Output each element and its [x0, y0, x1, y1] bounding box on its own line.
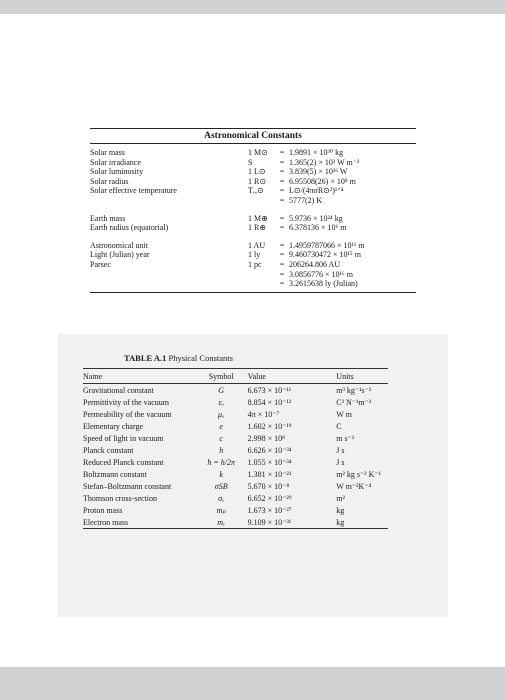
- header-units: Units: [330, 369, 388, 384]
- equals-sign: =: [279, 176, 285, 186]
- cell-name: Boltzmann constant: [83, 469, 147, 479]
- physical-constants-table: [83, 368, 388, 529]
- constant-value: 6.378136 × 10⁶ m: [289, 223, 347, 233]
- cell-symbol: μₒ: [218, 409, 225, 419]
- constant-value: 5.9736 × 10²⁴ kg: [289, 213, 343, 223]
- cell-name: Electron mass: [83, 516, 205, 529]
- table-row: [83, 516, 388, 529]
- table-row: [83, 396, 388, 408]
- constant-row: [90, 196, 416, 206]
- constant-group: [90, 214, 416, 233]
- table-header-row: [83, 369, 388, 384]
- constant-value: 206264.806 AU: [289, 259, 341, 269]
- cell-symbol: σₑ: [218, 493, 225, 503]
- cell-value: 8.854 × 10⁻¹²: [247, 397, 292, 407]
- cell-units: J s: [336, 457, 345, 467]
- equals-sign: =: [279, 186, 285, 196]
- cell-name: Permeability of the vacuum: [83, 409, 172, 419]
- table-row: [83, 480, 388, 492]
- header-symbol: Symbol: [205, 369, 238, 384]
- equals-sign: =: [279, 250, 285, 260]
- cell-name: Thomson cross-section: [83, 493, 157, 503]
- constant-row: [90, 223, 416, 233]
- equals-sign: =: [279, 240, 285, 250]
- constant-row: [90, 250, 416, 260]
- cell-units: m² kg s⁻² K⁻¹: [336, 469, 382, 479]
- constant-name: Solar radius: [90, 176, 129, 186]
- cell-name: Speed of light in vacuum: [83, 433, 164, 443]
- cell-name: Planck constant: [83, 445, 134, 455]
- astronomical-constants-table: [90, 128, 416, 293]
- constant-name: [90, 279, 248, 289]
- cell-units: C: [336, 421, 342, 431]
- equals-sign: =: [279, 157, 285, 167]
- cell-name: Reduced Planck constant: [83, 457, 164, 467]
- cell-units: kg: [336, 505, 345, 515]
- table-row: [83, 468, 388, 480]
- constant-name: Solar effective temperature: [90, 186, 177, 196]
- cell-value: 6.626 × 10⁻³⁴: [247, 445, 292, 455]
- constant-value: L⊙/(4πσR⊙²)¹ᐟ⁴: [289, 186, 344, 196]
- constant-symbol: 1 pc: [248, 259, 262, 269]
- constant-symbol: Tₑ,⊙: [248, 186, 264, 196]
- table-row: [83, 444, 388, 456]
- constant-value: 1.9891 × 10³⁰ kg: [289, 148, 344, 157]
- constant-symbol: 1 R⊕: [248, 223, 267, 233]
- constant-name: Solar mass: [90, 148, 125, 157]
- cell-name: Stefan–Boltzmann constant: [83, 481, 172, 491]
- constant-symbol: S: [248, 157, 253, 167]
- cell-symbol: e: [219, 421, 223, 431]
- constant-row: [90, 186, 416, 196]
- constant-symbol: [248, 270, 275, 280]
- constant-row: [90, 177, 416, 187]
- table-number: TABLE A.1: [124, 353, 167, 363]
- table-title: Physical Constants: [168, 353, 233, 363]
- constant-name: Solar luminosity: [90, 167, 144, 177]
- cell-value: 2.998 × 10⁸: [247, 433, 285, 443]
- constant-row: [90, 279, 416, 289]
- astronomical-table-title: Astronomical Constants: [90, 128, 416, 144]
- cell-value: 1.602 × 10⁻¹⁹: [247, 421, 292, 431]
- equals-sign: =: [279, 213, 285, 223]
- cell-units: m²: [336, 493, 345, 503]
- cell-symbol: c: [219, 433, 223, 443]
- table-row: [83, 420, 388, 432]
- constant-group: [90, 148, 416, 206]
- cell-value: 9.109 × 10⁻³¹: [238, 516, 331, 529]
- constant-value: 6.95508(26) × 10⁸ m: [289, 176, 356, 186]
- cell-value: 1.673 × 10⁻²⁷: [247, 505, 292, 515]
- constant-value: 1.365(2) × 10³ W m⁻²: [289, 157, 360, 167]
- cell-symbol: h: [219, 445, 224, 455]
- table-row: [83, 456, 388, 468]
- constant-name: [90, 196, 248, 206]
- physical-table-caption: [124, 353, 233, 363]
- cell-value: 6.652 × 10⁻²⁹: [247, 493, 292, 503]
- equals-sign: =: [279, 223, 285, 233]
- cell-value: 1.055 × 10⁻³⁴: [247, 457, 292, 467]
- cell-value: 6.673 × 10⁻¹¹: [247, 385, 292, 395]
- equals-sign: =: [279, 148, 285, 157]
- cell-symbol: G: [218, 385, 225, 395]
- constant-value: 3.0856776 × 10¹⁶ m: [289, 269, 353, 279]
- constant-symbol: 1 M⊕: [248, 213, 268, 223]
- cell-units: J s: [336, 445, 345, 455]
- constant-name: Parsec: [90, 259, 111, 269]
- constant-row: [90, 158, 416, 168]
- cell-symbol: εₒ: [218, 397, 224, 407]
- table-row: [83, 432, 388, 444]
- constant-symbol: 1 ly: [248, 250, 261, 260]
- constant-row: [90, 214, 416, 224]
- cell-symbol: ħ = h/2π: [207, 457, 235, 467]
- constant-name: Light (Julian) year: [90, 250, 150, 260]
- header-name: Name: [83, 369, 205, 384]
- table-row: [83, 408, 388, 420]
- table-row: [83, 504, 388, 516]
- constant-value: 9.460730472 × 10¹⁵ m: [289, 250, 361, 260]
- cell-symbol: mₑ: [205, 516, 238, 529]
- table-row: [83, 384, 388, 397]
- cell-name: Proton mass: [83, 505, 123, 515]
- top-gray-band: [0, 0, 505, 14]
- cell-units: W m⁻²K⁻⁴: [336, 481, 372, 491]
- equals-sign: =: [279, 259, 285, 269]
- constant-symbol: [248, 196, 275, 206]
- constant-row: [90, 270, 416, 280]
- constant-symbol: 1 L⊙: [248, 167, 266, 177]
- cell-name: Elementary charge: [83, 421, 144, 431]
- constant-symbol: 1 AU: [248, 240, 266, 250]
- cell-symbol: mₚ: [216, 505, 226, 515]
- cell-units: m³ kg⁻¹s⁻²: [336, 385, 372, 395]
- constant-name: Astronomical unit: [90, 240, 148, 250]
- constant-name: [90, 270, 248, 280]
- cell-units: kg: [330, 516, 388, 529]
- constant-symbol: 1 M⊙: [248, 148, 268, 157]
- equals-sign: =: [279, 279, 285, 289]
- equals-sign: =: [279, 269, 285, 279]
- cell-name: Permittivity of the vacuum: [83, 397, 169, 407]
- header-value: Value: [238, 369, 331, 384]
- constant-row: [90, 148, 416, 158]
- equals-sign: =: [279, 195, 285, 205]
- cell-units: W m: [336, 409, 352, 419]
- cell-name: Gravitational constant: [83, 385, 154, 395]
- constant-value: 3.839(5) × 10²⁶ W: [289, 167, 348, 177]
- constant-row: [90, 167, 416, 177]
- cell-value: 5.670 × 10⁻⁸: [247, 481, 290, 491]
- constant-symbol: 1 R⊙: [248, 176, 267, 186]
- constant-value: 5777(2) K: [289, 195, 323, 205]
- constant-group: [90, 241, 416, 289]
- physical-table-body: [83, 384, 388, 529]
- constant-value: 3.2615638 ly (Julian): [289, 279, 358, 289]
- constant-value: 1.4959787066 × 10¹¹ m: [289, 240, 365, 250]
- constant-symbol: [248, 279, 275, 289]
- bottom-gray-band: [0, 667, 505, 700]
- cell-symbol: k: [219, 469, 223, 479]
- cell-symbol: σSB: [214, 481, 228, 491]
- cell-value: 4π × 10⁻⁷: [247, 409, 280, 419]
- astronomical-table-body: [90, 148, 416, 293]
- constant-name: Earth mass: [90, 213, 126, 223]
- constant-row: [90, 260, 416, 270]
- constant-name: Solar irradiance: [90, 157, 141, 167]
- constant-row: [90, 241, 416, 251]
- table-row: [83, 492, 388, 504]
- equals-sign: =: [279, 167, 285, 177]
- constant-name: Earth radius (equatorial): [90, 223, 169, 233]
- cell-units: C² N⁻¹m⁻²: [336, 397, 372, 407]
- cell-units: m s⁻¹: [336, 433, 355, 443]
- cell-value: 1.381 × 10⁻²³: [247, 469, 292, 479]
